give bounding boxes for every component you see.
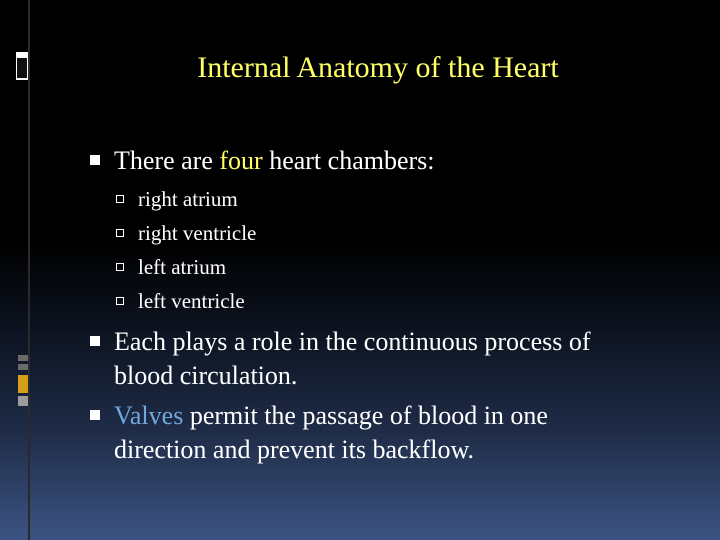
- highlight-valves: Valves: [114, 401, 184, 430]
- sub-item-left-atrium: [116, 253, 226, 281]
- bullet-text-line1: Each plays a role in the continuous process of: [114, 327, 591, 356]
- sub-item-label: right ventricle: [138, 221, 257, 245]
- sub-item-left-ventricle: [116, 287, 245, 315]
- highlight-four: four: [219, 146, 263, 175]
- decorative-bar-mid-4: [18, 396, 28, 406]
- decorative-bar-top-inner: [17, 58, 27, 78]
- bullet-text-line1: [90, 399, 670, 433]
- sub-item-right-ventricle: [116, 219, 256, 247]
- decorative-bar-mid-1: [18, 355, 28, 361]
- bullet-circulation: [90, 325, 670, 393]
- hollow-square-bullet-icon: [116, 297, 124, 305]
- left-edge-line: [28, 0, 30, 540]
- bullet-text-rest: permit the passage of blood in one: [183, 401, 548, 430]
- sub-item-label: left ventricle: [138, 289, 245, 313]
- bullet-chambers: [90, 144, 670, 178]
- decorative-bar-mid-3: [18, 375, 28, 393]
- decorative-bar-mid-2: [18, 364, 28, 370]
- bullet-text-line2: blood circulation.: [114, 361, 298, 390]
- sub-item-label: left atrium: [138, 255, 227, 279]
- hollow-square-bullet-icon: [116, 263, 124, 271]
- bullet-text-prefix: There are: [114, 146, 220, 175]
- bullet-valves: [90, 399, 670, 467]
- slide-title: Internal Anatomy of the Heart: [197, 51, 559, 84]
- square-bullet-icon: [90, 410, 100, 420]
- hollow-square-bullet-icon: [116, 229, 124, 237]
- bullet-text-suffix: heart chambers:: [262, 146, 435, 175]
- square-bullet-icon: [90, 155, 100, 165]
- hollow-square-bullet-icon: [116, 195, 124, 203]
- sub-item-right-atrium: [116, 185, 238, 213]
- bullet-text: [90, 144, 670, 178]
- sub-item-label: right atrium: [138, 187, 238, 211]
- square-bullet-icon: [90, 336, 100, 346]
- bullet-text-line2: direction and prevent its backflow.: [114, 435, 475, 464]
